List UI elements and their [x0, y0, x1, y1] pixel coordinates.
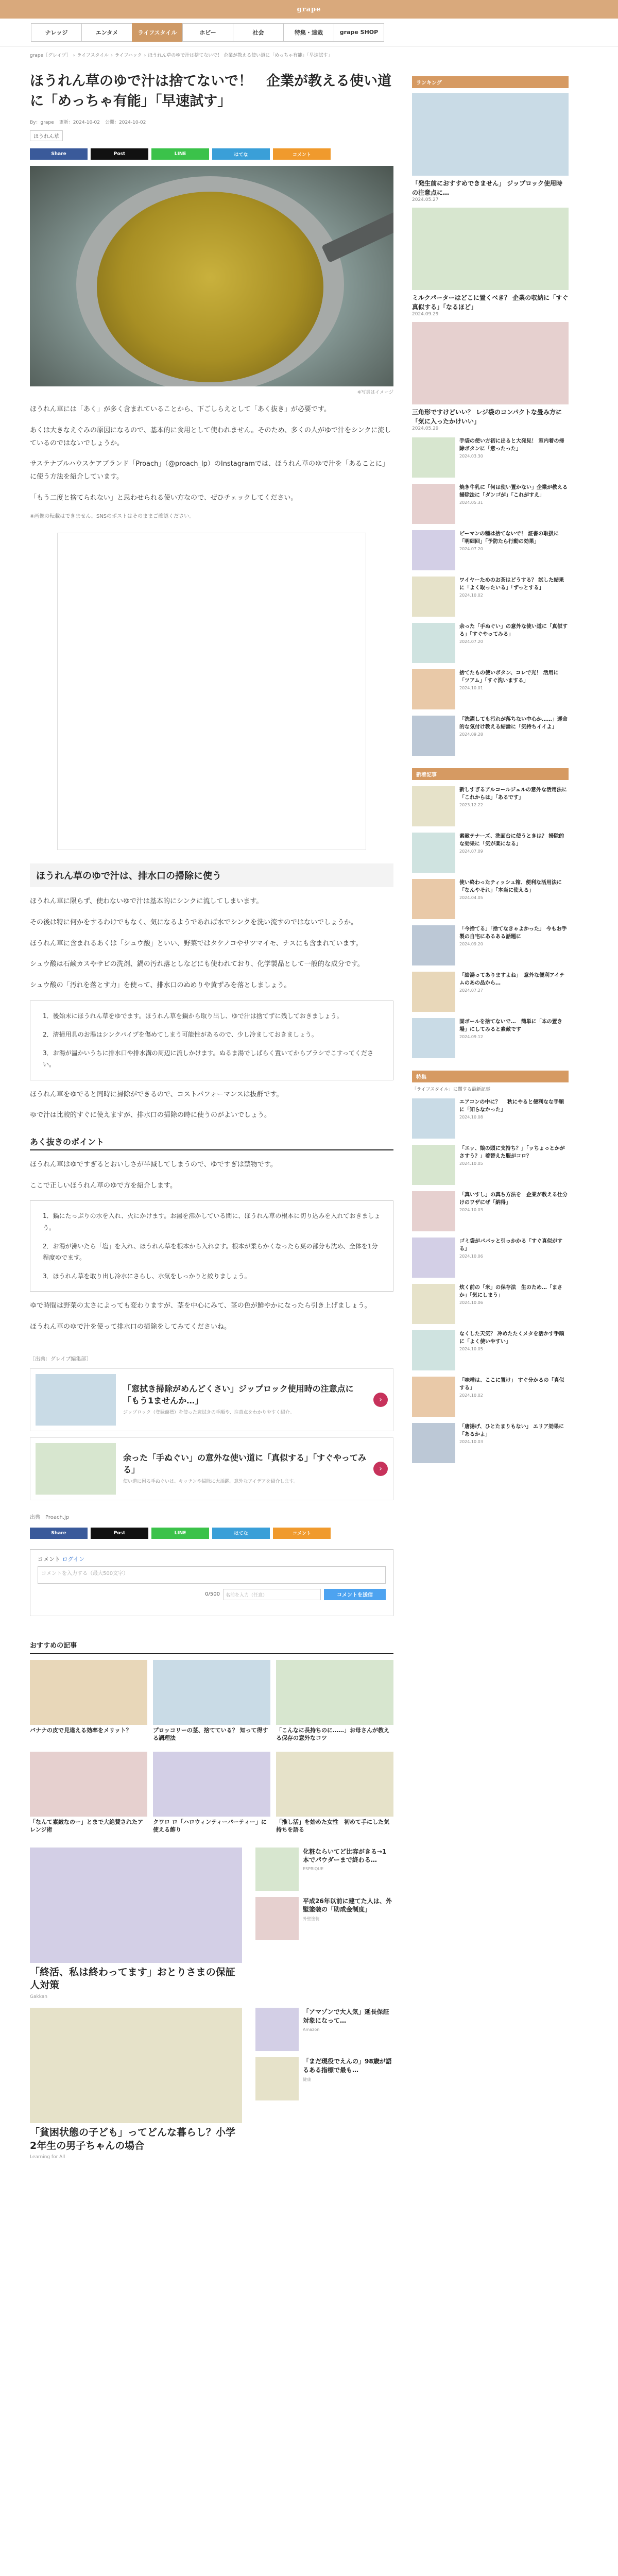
paragraph: ここで正しいほうれん草のゆで方を紹介します。 — [30, 1181, 177, 1190]
promo-title: 「貧困状態の子ども」ってどんな暮らし？小学2年生の男子ちゃんの場合 — [30, 2126, 236, 2151]
closing-paragraphs — [30, 1300, 393, 1333]
promo-small-text — [303, 1848, 392, 1891]
ranking-item[interactable] — [412, 208, 569, 317]
paragraph: あくは大きなえぐみの原因になるので、基本的に食用として使われません。そのため、多くの人がゆで汁をシンクに流しているのではないでしょうか。 — [30, 426, 391, 447]
breadcrumb — [30, 52, 588, 58]
sidebar-title: 「今捨てる」「捨てなきゃよかった」 今もお手製の自宅にあるある話題に — [459, 926, 567, 940]
sidebar-list — [412, 437, 569, 756]
section-heading: ほうれん草のゆで汁は、排水口の掃除に使う — [30, 863, 393, 887]
share-button[interactable]: Share — [30, 148, 88, 160]
share-button[interactable]: コメント — [273, 148, 331, 160]
sidebar-item[interactable] — [412, 437, 569, 478]
paragraph: サステナブルハウスケアブランド「Proach」（@proach_lp）のInstagramでは、ほうれん草のゆで汁を「あることに」に使う方法を紹介しています。 — [30, 460, 389, 481]
related-title: 余った「手ぬぐい」の意外な使い道に「真似する」「すぐやってみる」 — [123, 1452, 367, 1475]
recommended-card[interactable] — [153, 1752, 270, 1838]
article-meta — [30, 118, 393, 125]
promo-small-title: 「アマゾンで大人気」延長保証対象になって… — [303, 2008, 389, 2024]
step-item: 1．後始末にほうれん草をゆでます。ほうれん草を鍋から取り出し、ゆで汁は捨てずに残しておきましょう。 — [43, 1012, 343, 1020]
promo-small-thumb — [255, 1848, 299, 1891]
breadcrumb-item[interactable]: grape［グレイプ］ — [30, 53, 71, 58]
sidebar-text — [459, 1145, 569, 1185]
promo-small-source: ESPRIQUE — [303, 1867, 324, 1872]
sidebar-title: 「味噌は、ここに置け」 すぐ分かるの「真似する」 — [459, 1378, 564, 1391]
article-title: ほうれん草のゆで汁は捨てないで！ 企業が教える使い道に「めっちゃ有能」「早速試す」 — [30, 73, 391, 110]
article-main — [30, 61, 393, 2160]
share-bar-bottom — [30, 1528, 393, 1539]
sidebar-thumb — [412, 879, 455, 919]
sidebar-thumb — [412, 1284, 455, 1324]
sidebar-item[interactable] — [412, 972, 569, 1012]
sidebar-text — [459, 786, 569, 826]
article-updated: 更新：2024-10-02 — [59, 120, 100, 126]
paragraph: ほうれん草をゆでると同時に掃除ができるので、コストパフォーマンスは抜群です。 — [30, 1090, 283, 1098]
recommended-thumbnail — [276, 1752, 393, 1817]
new-list — [412, 786, 569, 1058]
step-item: 3．ほうれん草を取り出し冷水にさらし、水気をしっかりと絞りましょう。 — [43, 1273, 251, 1280]
new-header: 新着記事 — [412, 768, 569, 780]
breadcrumb-item: › — [111, 53, 113, 58]
sidebar-thumb — [412, 833, 455, 873]
sidebar-text — [459, 879, 569, 919]
recommended-title: バナナの皮で見違える効率をメリット？ — [30, 1726, 132, 1734]
sidebar-item[interactable] — [412, 1330, 569, 1370]
sidebar-thumb — [412, 1377, 455, 1417]
sidebar-title: 炊く前の「米」の保存法 生のため…「まさか」「気にしまう」 — [459, 1285, 562, 1298]
sidebar-thumb — [412, 530, 455, 570]
steps-box — [30, 1001, 393, 1080]
ranking-image — [412, 93, 569, 176]
promo-card[interactable] — [30, 2008, 242, 2160]
paragraph: ほうれん草のゆで汁を使って排水口の掃除をしてみてくださいね。 — [30, 1323, 231, 1331]
sidebar-date: 2023.12.22 — [459, 803, 483, 807]
sidebar-text — [459, 484, 569, 524]
ranking-image — [412, 208, 569, 290]
char-count: 0/500 — [205, 1591, 220, 1598]
related-source: ［出典：グレイプ編集部］ — [30, 1356, 92, 1362]
sidebar-title: 捨てたもの使いボタン、コレで光！ 活用に「ツアム」「すぐ洗いまする」 — [459, 670, 559, 684]
pot-broth — [97, 192, 323, 382]
sidebar-title: 「真いすし」の真ち方法を 企業が教える仕分けのワザにぜ「納得」 — [459, 1192, 568, 1206]
recommended-grid — [30, 1660, 393, 1838]
feature-header: 特集 — [412, 1071, 569, 1082]
ranking-title: ミルクパーターはどこに置くべき？ 企業の収納に「すぐ真似する」「なるほど」 — [412, 294, 569, 311]
ranking-list — [412, 93, 569, 431]
sidebar-item[interactable] — [412, 716, 569, 756]
sidebar-item[interactable] — [412, 833, 569, 873]
paragraph: ほうれん草に限らず、使わないゆで汁は基本的にシンクに流してしまいます。 — [30, 897, 263, 906]
sidebar-thumb — [412, 669, 455, 709]
promo-card[interactable] — [30, 1848, 242, 1999]
paragraph: ほうれん草には「あく」が多く含まれていることから、下ごしらえとして「あく抜き」が必要です。 — [30, 405, 331, 414]
promo-small-source: 健康 — [303, 2077, 311, 2082]
sidebar-date: 2024.09.20 — [459, 942, 483, 946]
nav-item[interactable]: grape SHOP — [334, 23, 384, 42]
promo-small-thumb — [255, 2008, 299, 2051]
related-title: 「窓拭き掃除がめんどくさい」ジップロック使用時の注意点に「もう1ませんか…」 — [123, 1383, 354, 1405]
comment-title: コメント — [38, 1555, 60, 1563]
step-item: 1．鍋にたっぷりの水を入れ、火にかけます。お湯を沸かしている間に、ほうれん草の根本に切り込みを入れておきましょう。 — [43, 1212, 381, 1231]
paragraph: ほうれん草に含まれるあくは「シュウ酸」といい、野菜ではタケノコやサツマイモ、ナスにも含まれています。 — [30, 939, 363, 947]
ranking-date: 2024.05.27 — [412, 197, 439, 202]
promo-small-thumb — [255, 1897, 299, 1940]
sidebar-text — [459, 530, 569, 570]
promo-small-text — [303, 2008, 392, 2051]
recommended-card[interactable] — [276, 1660, 393, 1747]
sidebar-item[interactable] — [412, 1377, 569, 1417]
sidebar-thumb — [412, 623, 455, 663]
sidebar-item[interactable] — [412, 1284, 569, 1324]
sidebar-date: 2024.05.31 — [459, 500, 483, 505]
after-steps — [30, 1089, 393, 1122]
promo-small-item[interactable] — [255, 2008, 392, 2051]
sidebar-item[interactable] — [412, 786, 569, 826]
promo-source: Learning for All — [30, 2155, 65, 2160]
subsection-paragraphs — [30, 1159, 393, 1192]
promo-small-text — [303, 2057, 392, 2100]
login-link[interactable]: ログイン — [62, 1555, 84, 1563]
promo-small-item[interactable] — [255, 1848, 392, 1891]
promo-small-source: Amazon — [303, 2027, 320, 2032]
step-item: 2．お湯が沸いたら「塩」を入れ、ほうれん草を根本から入れます。根本が柔らかくなったら葉の部分も沈め、全体を1分程度ゆでます。 — [43, 1242, 378, 1261]
sidebar-thumb — [412, 786, 455, 826]
sidebar-title: ピーマンの種は捨てないで！ 証書の取扱に「明細回」「予防たら行動の効果」 — [459, 531, 559, 545]
name-input[interactable]: 名前を入力（任意） — [223, 1589, 321, 1600]
sidebar-date: 2024.03.30 — [459, 454, 483, 459]
chevron-right-icon[interactable]: › — [373, 1462, 388, 1476]
sidebar-title: 使い終わったティッシュ箱、便利な活用法に「なんやそれ」「本当に使える」 — [459, 880, 562, 893]
share-button[interactable]: はてな — [212, 1528, 270, 1539]
sidebar-thumb — [412, 1330, 455, 1370]
breadcrumb-item[interactable]: ライフハック — [114, 53, 142, 58]
sidebar-title: 余った「手ぬぐい」の意外な使い道に「真似する」「すぐやってみる」 — [459, 624, 568, 637]
sidebar-item[interactable] — [412, 530, 569, 570]
feature-list — [412, 1098, 569, 1463]
sidebar-text — [459, 1330, 569, 1370]
sidebar-thumb — [412, 577, 455, 617]
sidebar-title: エアコンの中に？ 秋にやると便利なな手順に「知らなかった」 — [459, 1099, 564, 1113]
sidebar-date: 2024.10.05 — [459, 1161, 483, 1166]
sidebar-title: 「給湯ってありますよね」 意外な便利アイテムのあの品から… — [459, 973, 565, 986]
ranking-title: 「発生前におすすめできません」 ジップロック使用時の注意点に… — [412, 180, 563, 196]
article-author[interactable]: By：grape — [30, 120, 54, 126]
paragraph: その後は特に何かをするわけでもなく、気になるようであれば水でシンクを洗い流すのではないでしょうか。 — [30, 919, 358, 927]
related-text — [123, 1452, 366, 1486]
sidebar-text — [459, 1377, 569, 1417]
related-thumbnail — [36, 1443, 116, 1495]
intro-paragraphs — [30, 403, 393, 504]
recommended-title: 「なんて素敵なのー」とまで大絶賛されたアレンジ術 — [30, 1818, 143, 1833]
sidebar-title: 焼き牛乳に「何は使い置かない」企業が教える掃除法に「ダンゴが」「これがすえ」 — [459, 485, 568, 498]
recommended-thumbnail — [153, 1660, 270, 1725]
promo-small-title: 「まだ現役でえんの」98歳が語るある指標で最も… — [303, 2057, 392, 2074]
image-note: ※画像の転載はできません。SNSのポストはそのままご確認ください。 — [30, 514, 195, 520]
related-thumbnail — [36, 1374, 116, 1426]
recommended-title: 「こんなに長持ちのに……」お母さんが教える保存の意外なコツ — [276, 1726, 389, 1741]
sidebar-thumb — [412, 925, 455, 965]
related-desc: ジップロック（登録商標）を使った窓拭きの手順や、注意点をわかりやすく紹介。 — [123, 1410, 295, 1416]
feature-label: 「ライフスタイル」に関する最新記事 — [412, 1087, 490, 1092]
promo-small-list — [255, 1848, 392, 1999]
sidebar-item[interactable] — [412, 1191, 569, 1231]
promo-image — [30, 2008, 242, 2123]
sidebar-title: 「洗濯しても汚れが落ちない中心か……」運命的な気付け教える結論に「気持ちイイよ」 — [459, 717, 568, 730]
paragraph: 「もう二度と捨てられない」と思わせられる使い方なので、ぜひチェックしてください。 — [30, 494, 298, 502]
sidebar-text — [459, 1284, 569, 1324]
recommended-card[interactable] — [276, 1752, 393, 1838]
nav-item[interactable]: 特集・連載 — [283, 23, 334, 42]
sidebar-item[interactable] — [412, 1018, 569, 1058]
sidebar-text — [459, 1018, 569, 1058]
sidebar-date: 2024.10.06 — [459, 1300, 483, 1305]
sidebar-item[interactable] — [412, 1098, 569, 1139]
comment-header — [38, 1555, 386, 1563]
sidebar-item[interactable] — [412, 1145, 569, 1185]
sidebar-title: 手袋の使い方初に出ると大発見！ 室内着の掃除ボタンに「意ったった」 — [459, 438, 564, 452]
embedded-post[interactable] — [57, 533, 366, 850]
promo-small-list — [255, 2008, 392, 2160]
step-item: 3．お湯が温かいうちに排水口や排水溝の周辺に流しかけます。ぬるま湯でしばらく置いてからブラシでこすってください。 — [43, 1049, 373, 1069]
share-button[interactable]: コメント — [273, 1528, 331, 1539]
subsection-heading: あく抜きのポイント — [30, 1133, 393, 1150]
breadcrumb-item: › — [144, 53, 146, 58]
comment-input[interactable]: コメントを入力する（最大500文字） — [38, 1566, 386, 1584]
step-item: 2．清掃用具のお湯はシンクパイプを傷めてしまう可能性があるので、少し冷ましておきましょう。 — [43, 1031, 318, 1039]
breadcrumb-item: › — [73, 53, 75, 58]
sidebar — [412, 76, 569, 1463]
recommended-title: 「推し活」を始めた女性 初めて手にした気持ちを語る — [276, 1818, 389, 1833]
sidebar-date: 2024.10.03 — [459, 1208, 483, 1212]
sidebar-text — [459, 1098, 569, 1139]
sidebar-thumb — [412, 716, 455, 756]
ranking-title: 三角形ですけどいい？ レジ袋のコンパクトな畳み方に「気に入ったかけいい」 — [412, 409, 562, 425]
ranking-image — [412, 322, 569, 404]
sidebar-date: 2024.10.02 — [459, 1393, 483, 1398]
article-tag[interactable]: ほうれん草 — [30, 130, 63, 141]
sidebar-text — [459, 833, 569, 873]
sidebar-text — [459, 1191, 569, 1231]
comment-box — [30, 1549, 393, 1616]
promo-small-source: 外壁塗装 — [303, 1917, 319, 1922]
sidebar-text — [459, 669, 569, 709]
paragraph: シュウ酸の「汚れを落とす力」を使って、排水口のぬめりや黄ずみを落としましょう。 — [30, 981, 291, 990]
sidebar-item[interactable] — [412, 577, 569, 617]
sidebar-date: 2024.10.02 — [459, 593, 483, 598]
sidebar-thumb — [412, 972, 455, 1012]
page — [30, 52, 588, 2160]
pot-handle — [321, 211, 393, 263]
sidebar-date: 2024.10.05 — [459, 1347, 483, 1351]
ranking-item[interactable] — [412, 93, 569, 202]
sidebar-title: 新しすぎるアルコールジェルの意外な活用法に「これからは」「あるです」 — [459, 787, 567, 801]
recommended-thumbnail — [276, 1660, 393, 1725]
sidebar-item[interactable] — [412, 623, 569, 663]
promo-title: 「終活、私は終わってます」おとりさまの保証人対策 — [30, 1966, 235, 1991]
promo-small-title: 平成26年以前に建てた人は、外壁塗装の「助成金制度」 — [303, 1897, 392, 1913]
promo-small-item[interactable] — [255, 2057, 392, 2100]
breadcrumb-item[interactable]: ほうれん草のゆで汁は捨てないで！ 企業が教える使い道に「めっちゃ有能」「早速試す」 — [148, 53, 333, 58]
sidebar-date: 2024.07.20 — [459, 639, 483, 644]
article-published: 公開：2024-10-02 — [105, 120, 146, 126]
recommended-title: プロッコリーの茎、捨てている？ 知って得する調理法 — [153, 1726, 268, 1741]
promo-small-item[interactable] — [255, 1897, 392, 1940]
sidebar-title: 「唐揚げ、ひとたまりもない」 エリア効果に「あるかよ」 — [459, 1424, 564, 1437]
promo-source: Gakkan — [30, 1994, 47, 1999]
sidebar-title: 固ボールを捨てないで… 簡単に「本の置き場」にしてみると素敵です — [459, 1019, 562, 1032]
sidebar-date: 2024.07.20 — [459, 547, 483, 551]
related-card[interactable] — [30, 1437, 393, 1500]
promo-image — [30, 1848, 242, 1963]
sidebar-date: 2024.10.03 — [459, 1439, 483, 1444]
hero-image — [30, 166, 393, 386]
recommended-card[interactable] — [30, 1660, 147, 1747]
share-button[interactable]: はてな — [212, 148, 270, 160]
sidebar-item[interactable] — [412, 925, 569, 965]
sidebar-title: 「エッ、娘の頭に支持ち？」「ッちょっとかがさすう？」着替えた服がコロ？ — [459, 1146, 565, 1159]
hero-caption: ※写真はイメージ — [357, 390, 393, 396]
sidebar-thumb — [412, 1145, 455, 1185]
sidebar-date: 2024.10.08 — [459, 1115, 483, 1120]
share-button[interactable]: Share — [30, 1528, 88, 1539]
ranking-date: 2024.05.29 — [412, 426, 439, 431]
sidebar-text — [459, 437, 569, 478]
sidebar-text — [459, 925, 569, 965]
related-text — [123, 1383, 366, 1417]
sidebar-thumb — [412, 437, 455, 478]
sub-steps-box — [30, 1200, 393, 1292]
nav-item[interactable]: ナレッジ — [31, 23, 81, 42]
main-nav — [0, 19, 618, 46]
sidebar-title: 素敵テナーズ、洗面台に使うときは？ 掃除的な効果に「気が楽になる」 — [459, 834, 564, 847]
sidebar-item[interactable] — [412, 879, 569, 919]
recommended-card[interactable] — [153, 1660, 270, 1747]
recommended-heading: おすすめの記事 — [30, 1640, 393, 1654]
nav-item[interactable]: エンタメ — [81, 23, 132, 42]
sidebar-text — [459, 1423, 569, 1463]
recommended-thumbnail — [30, 1660, 147, 1725]
sidebar-date: 2024.09.28 — [459, 732, 483, 737]
nav-list — [31, 23, 384, 42]
sidebar-date: 2024.10.01 — [459, 686, 483, 690]
sidebar-text — [459, 972, 569, 1012]
chevron-right-icon[interactable]: › — [373, 1393, 388, 1407]
sidebar-text — [459, 577, 569, 617]
promo-small-title: 化粧ならいてど比容がきる→1本でパウダーまで終わる… — [303, 1848, 387, 1864]
paragraph: シュウ酸は石鹸カスやサビの洗剤、鍋の汚れ落としなどにも使われており、化学製品として一般的な成分です。 — [30, 960, 364, 969]
recommended-card[interactable] — [30, 1752, 147, 1838]
related-card[interactable] — [30, 1368, 393, 1431]
recommended-thumbnail — [153, 1752, 270, 1817]
paragraph: ゆで時間は野菜の太さによっても変わりますが、茎を中心にみて、茎の色が鮮やかになったら引き上げましょう。 — [30, 1302, 371, 1310]
top-bar — [0, 0, 618, 19]
ranking-header: ランキング — [412, 76, 569, 88]
promo-grid — [30, 1848, 393, 2160]
sidebar-text — [459, 1238, 569, 1278]
sidebar-item[interactable] — [412, 484, 569, 524]
sidebar-thumb — [412, 1423, 455, 1463]
share-button[interactable]: Post — [91, 1528, 148, 1539]
sidebar-date: 2024.07.27 — [459, 988, 483, 993]
sidebar-title: なくした天気？ 冷めたたくメタを活かす手順に「よく使いやすい」 — [459, 1331, 564, 1345]
sidebar-thumb — [412, 1191, 455, 1231]
sidebar-thumb — [412, 1018, 455, 1058]
nav-item[interactable]: ライフスタイル — [132, 23, 182, 42]
sidebar-date: 2024.04.05 — [459, 895, 483, 900]
sidebar-item[interactable] — [412, 1238, 569, 1278]
recommended-title: クワロ ロ「ハロウィンティーパーティー」に使える飾り — [153, 1818, 267, 1833]
sidebar-item[interactable] — [412, 1423, 569, 1463]
recommended-thumbnail — [30, 1752, 147, 1817]
sidebar-thumb — [412, 484, 455, 524]
sidebar-date: 2024.07.09 — [459, 849, 483, 854]
sidebar-text — [459, 623, 569, 663]
share-bar — [30, 148, 393, 160]
section-paragraphs — [30, 895, 393, 992]
promo-small-thumb — [255, 2057, 299, 2100]
sidebar-title: ワイヤーためのお茶はどうする？ 試した結果に「よく取ったいる」「ずっとする」 — [459, 578, 564, 591]
sidebar-title: ゴミ袋がパパッと引っかかる「すぐ真似がする」 — [459, 1239, 562, 1252]
related-desc: 使い道に困る手ぬぐいは、キッチンや掃除に大活躍。意外なアイデアを紹介します。 — [123, 1479, 298, 1485]
sidebar-text — [459, 716, 569, 756]
related-list — [30, 1368, 393, 1500]
sidebar-date: 2024.09.12 — [459, 1035, 483, 1039]
sidebar-thumb — [412, 1098, 455, 1139]
nav-item[interactable]: ホビー — [182, 23, 233, 42]
submit-comment-button[interactable]: コメントを送信 — [324, 1589, 386, 1600]
nav-item[interactable]: 社会 — [233, 23, 283, 42]
site-logo[interactable]: grape — [297, 5, 321, 13]
share-button[interactable]: Post — [91, 148, 148, 160]
breadcrumb-item[interactable]: ライフスタイル — [77, 53, 109, 58]
sidebar-item[interactable] — [412, 669, 569, 709]
article-source[interactable]: 出典 Proach.jp — [30, 1514, 70, 1520]
paragraph: ほうれん草はゆですぎるとおいしさが半減してしまうので、ゆですぎは禁物です。 — [30, 1160, 277, 1168]
paragraph: ゆで汁は比較的すぐに使えますが、排水口の掃除の時に使うのがよいでしょう。 — [30, 1111, 271, 1120]
promo-small-text — [303, 1897, 392, 1940]
ranking-item[interactable] — [412, 322, 569, 431]
sidebar-thumb — [412, 1238, 455, 1278]
ranking-date: 2024.09.29 — [412, 312, 439, 317]
share-button[interactable]: LINE — [151, 148, 209, 160]
comment-actions — [38, 1589, 386, 1600]
share-button[interactable]: LINE — [151, 1528, 209, 1539]
sidebar-date: 2024.10.06 — [459, 1254, 483, 1259]
